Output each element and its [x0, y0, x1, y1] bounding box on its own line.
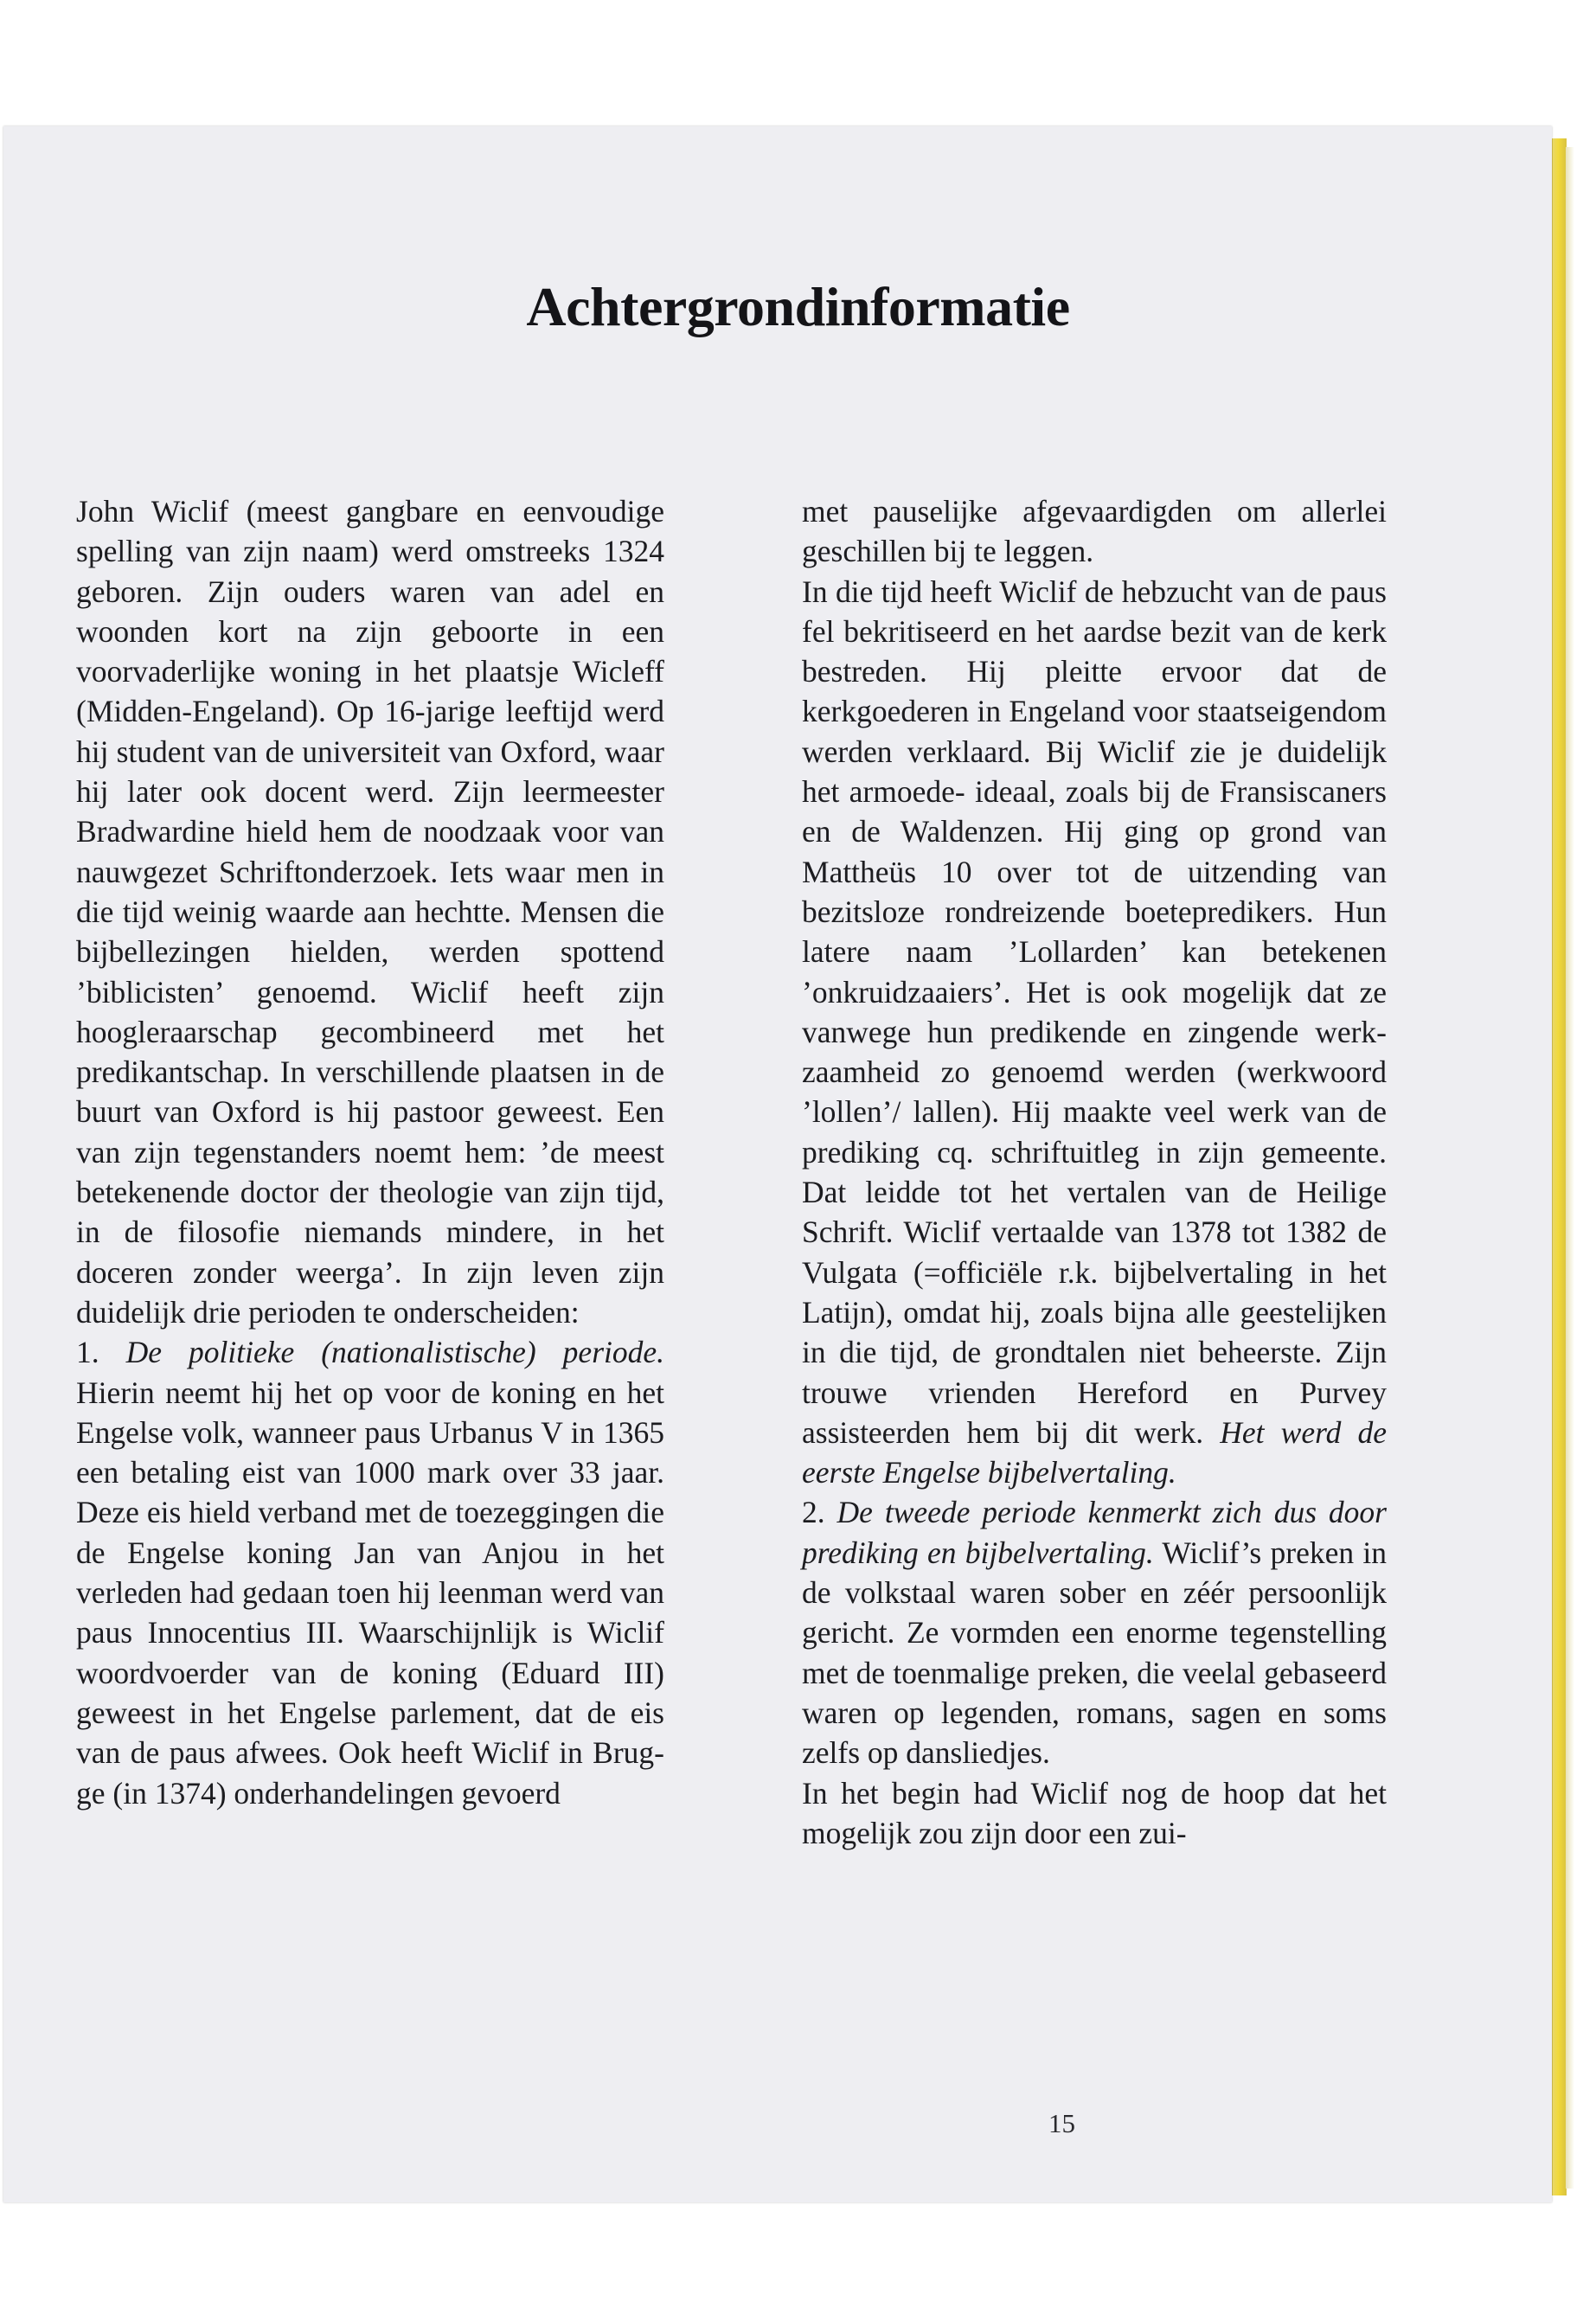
- paragraph-period-one: [76, 1332, 664, 1813]
- paragraph-translation-italic: Het werd de eerste Engelse bijbelvertaling.: [802, 1414, 1387, 1490]
- paragraph-intro: [76, 491, 664, 1332]
- page-number: 15: [1048, 2108, 1075, 2138]
- period-one-heading: De politieke (nationalistische) periode.: [125, 1335, 664, 1370]
- period-two-text: Wiclif’s preken in de volkstaal waren sober en zéér persoonlijk gericht. Ze vormden een enorme tegenstelling met de toenmalige preken, die veelal gebaseerd waren op legenden, romans, sagen en soms zelfs op dansliedjes.: [802, 1535, 1387, 1771]
- right-column: [802, 491, 1387, 1853]
- period-one-text: Hierin neemt hij het op voor de koning en het Engelse volk, wanneer paus Urbanus V in 1365 een betaling eist van 1000 mark over 33 jaar. Deze eis hield verband met de toezeggingen die de Engelse koning Jan van Anjou in het verleden had gedaan toen hij leenman werd van paus Innocentius III. Waarschijnlijk is Wiclif woordvoerder van de koning (Eduard III) geweest in het Engelse parlement, dat de eis van de paus afwees. Ook heeft Wiclif in Brugge (in 1374) onderhandelingen gevoerd: [76, 1375, 664, 1811]
- paragraph-period-two: [802, 1492, 1387, 1772]
- paragraph-continuation: [802, 491, 1387, 572]
- page-title: Achtergrondinformatie: [526, 276, 1070, 337]
- period-two-number: 2.: [802, 1495, 837, 1530]
- left-column: [76, 491, 664, 1813]
- paragraph-continuation-text: met pauselijke afgevaardigden om allerlei geschillen bij te leggen.: [802, 494, 1387, 569]
- page-edge: [1552, 138, 1567, 2195]
- paragraph-hope-text: In het begin had Wiclif nog de hoop dat het mogelijk zou zijn door een zui-: [802, 1775, 1387, 1850]
- paragraph-hope: [802, 1773, 1387, 1854]
- paragraph-translation: [802, 572, 1387, 1493]
- paragraph-intro-text: John Wiclif (meest gangbare en eenvoudige spelling van zijn naam) werd omstreeks 1324 geboren. Zijn ouders waren van adel en woonden kort na zijn geboorte in een voorvaderlijke woning in het plaatsje Wicleff (Midden-Engeland). Op 16-jarige leeftijd werd hij student van de universiteit van Oxford, waar hij later ook docent werd. Zijn leermeester Bradwardine hield hem de noodzaak voor van nauwgezet Schriftonderzoek. Iets waar men in die tijd weinig waarde aan hechtte. Mensen die bijbellezingen hielden, werden spottend ’biblicisten’ genoemd. Wiclif heeft zijn hoogleraarschap gecombineerd met het predikantschap. In verschillende plaatsen in de buurt van Oxford is hij pastoor geweest. Een van zijn tegenstanders noemt hem: ’de meest betekenende doctor der theologie van zijn tijd, in de filosofie niemands mindere, in het doceren zonder weerga’. In zijn leven zijn duidelijk drie perioden te onderscheiden:: [76, 494, 664, 1330]
- page-edge-shadow: [1566, 147, 1574, 2189]
- period-two-heading: De tweede periode kenmerkt zich dus door prediking en bijbelvertaling.: [802, 1495, 1387, 1570]
- period-one-number: 1.: [76, 1335, 126, 1370]
- paragraph-translation-text: In die tijd heeft Wiclif de hebzucht van de paus fel bekritiseerd en het aardse bezit van de kerk bestreden. Hij pleitte ervoor dat de kerkgoederen in Engeland voor staatseigendom werden verklaard. Bij Wiclif zie je duidelijk het armoede- ideaal, zoals bij de Fransiscaners en de Waldenzen. Hij ging op grond van Mattheüs 10 over tot de uitzending van bezitsloze rondreizende boetepredikers. Hun latere naam ’Lollarden’ kan betekenen ’onkruidzaaiers’. Het is ook mogelijk dat ze vanwege hun predikende en zingende werkzaamheid zo genoemd werden (werkwoord ’lollen’/ lallen). Hij maakte veel werk van de prediking cq. schriftuitleg in zijn gemeente. Dat leidde tot het vertalen van de Heilige Schrift. Wiclif vertaalde van 1378 tot 1382 de Vulgata (=officiële r.k. bijbelvertaling in het Latijn), omdat hij, zoals bijna alle geestelijken in die tijd, de grondtalen niet beheerste. Zijn trouwe vrienden Hereford en Purvey assisteerden hem bij dit werk.: [802, 574, 1387, 1450]
